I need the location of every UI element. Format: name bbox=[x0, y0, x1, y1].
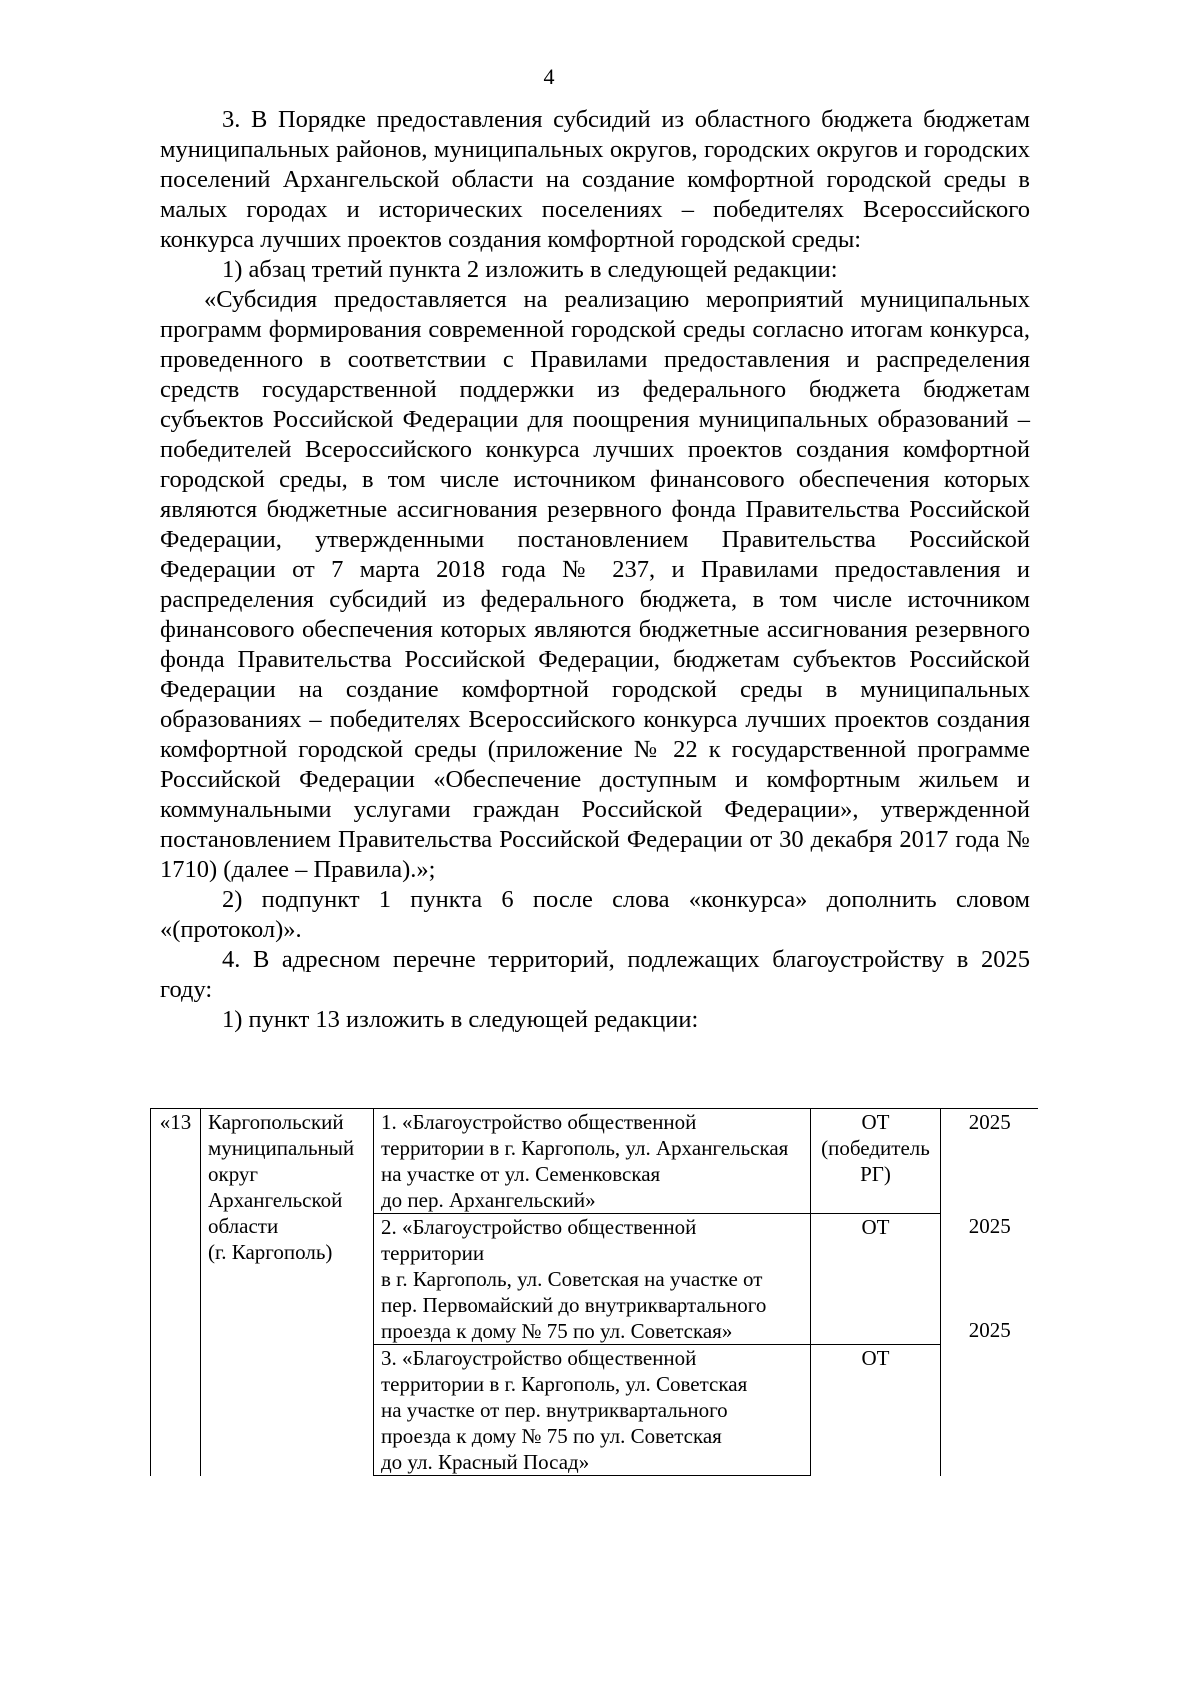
description-line: проезда к дому № 75 по ул. Советская bbox=[381, 1424, 722, 1448]
description-cell bbox=[374, 1345, 811, 1476]
municipality-line: области bbox=[208, 1214, 279, 1238]
description-line: на участке от ул. Семенковская bbox=[381, 1162, 661, 1186]
item-number-cell bbox=[151, 1109, 201, 1476]
type-line: ОТ bbox=[861, 1346, 890, 1370]
municipality-cell bbox=[201, 1109, 374, 1476]
type-cell bbox=[811, 1214, 941, 1345]
page-number: 4 bbox=[543, 64, 555, 89]
type-cell bbox=[811, 1345, 941, 1476]
territories-table bbox=[150, 1108, 1038, 1476]
description-line: территории в г. Каргополь, ул. Советская bbox=[381, 1372, 748, 1396]
year-cell bbox=[941, 1109, 1038, 1476]
municipality-line: округ bbox=[208, 1162, 259, 1186]
paragraph-subitem-1-item-4: 1) пункт 13 изложить в следующей редакции: bbox=[222, 1006, 699, 1033]
paragraph-quoted-text: «Субсидия предоставляется на реализацию мероприятий муниципальных программ формирования современной городской среды согласно итогам конкурса, проведенного в соответствии с Правилами предоставления и распределения средств государственной поддержки из федерального бюджета бюджетам субъектов Российской Федерации для поощрения муниципальных образований – победителей Всероссийского конкурса лучших проектов создания комфортной городской среды, в том числе источником финансового обеспечения которых являются бюджетные ассигнования резервного фонда Правительства Российской Федерации, утвержденными постановлением Правительства Российской Федерации от 7 марта 2018 года № 237, и Правилами предоставления и распределения субсидий из федерального бюджета, в том числе источником финансового обеспечения которых являются бюджетные ассигнования резервного фонда Правительства Российской Федерации, бюджетам субъектов Российской Федерации на создание комфортной городской среды в муниципальных образованиях – победителях Всероссийского конкурса лучших проектов создания комфортной городской среды (приложение № 22 к государственной программе Российской Федерации «Обеспечение доступным и комфортным жильем и коммунальными услугами граждан Российской Федерации», утвержденной постановлением Правительства Российской Федерации от 30 декабря 2017 года № 1710) (далее – Правила).»; bbox=[160, 286, 1030, 883]
paragraph-subitem-1: 1) абзац третий пункта 2 изложить в следующей редакции: bbox=[222, 256, 838, 283]
description-line: на участке от пер. внутриквартального bbox=[381, 1398, 728, 1422]
description-line: пер. Первомайский до внутриквартального bbox=[381, 1293, 767, 1317]
paragraph-item-3: 3. В Порядке предоставления субсидий из областного бюджета бюджетам муниципальных районов, муниципальных округов, городских округов и городских поселений Архангельской области на создание комфортной городской среды в малых городах и исторических поселениях – победителях Всероссийского конкурса лучших проектов создания комфортной городской среды: bbox=[160, 106, 1030, 253]
paragraph-subitem-2: 2) подпункт 1 пункта 6 после слова «конкурса» дополнить словом «(протокол)». bbox=[160, 886, 1030, 943]
year-value: 2025 bbox=[968, 1110, 1011, 1134]
description-line: до пер. Архангельский» bbox=[381, 1188, 596, 1212]
item-number: «13 bbox=[159, 1110, 192, 1134]
type-cell bbox=[811, 1109, 941, 1214]
municipality-line: Архангельской bbox=[208, 1188, 343, 1212]
description-cell bbox=[374, 1109, 811, 1214]
type-line: (победитель bbox=[821, 1136, 930, 1160]
year-value: 2025 bbox=[968, 1214, 1011, 1238]
description-line: 1. «Благоустройство общественной bbox=[381, 1110, 697, 1134]
description-line: проезда к дому № 75 по ул. Советская» bbox=[381, 1319, 733, 1343]
type-line: ОТ bbox=[861, 1215, 890, 1239]
paragraph-item-4: 4. В адресном перечне территорий, подлежащих благоустройству в 2025 году: bbox=[160, 946, 1030, 1003]
municipality-line: Каргопольский bbox=[208, 1110, 344, 1134]
description-line: в г. Каргополь, ул. Советская на участке от bbox=[381, 1267, 763, 1291]
type-line: РГ) bbox=[860, 1162, 891, 1186]
type-line: ОТ bbox=[861, 1110, 890, 1134]
description-line: 3. «Благоустройство общественной bbox=[381, 1346, 697, 1370]
municipality-line: (г. Каргополь) bbox=[208, 1240, 333, 1264]
document-body bbox=[160, 105, 1030, 1035]
table-row bbox=[151, 1109, 1038, 1214]
municipality-line: муниципальный bbox=[208, 1136, 355, 1160]
description-line: территории в г. Каргополь, ул. Архангельская bbox=[381, 1136, 789, 1160]
description-cell bbox=[374, 1214, 811, 1345]
description-line: до ул. Красный Посад» bbox=[381, 1450, 590, 1474]
year-value: 2025 bbox=[968, 1318, 1011, 1342]
description-line: 2. «Благоустройство общественной территории bbox=[381, 1215, 697, 1265]
